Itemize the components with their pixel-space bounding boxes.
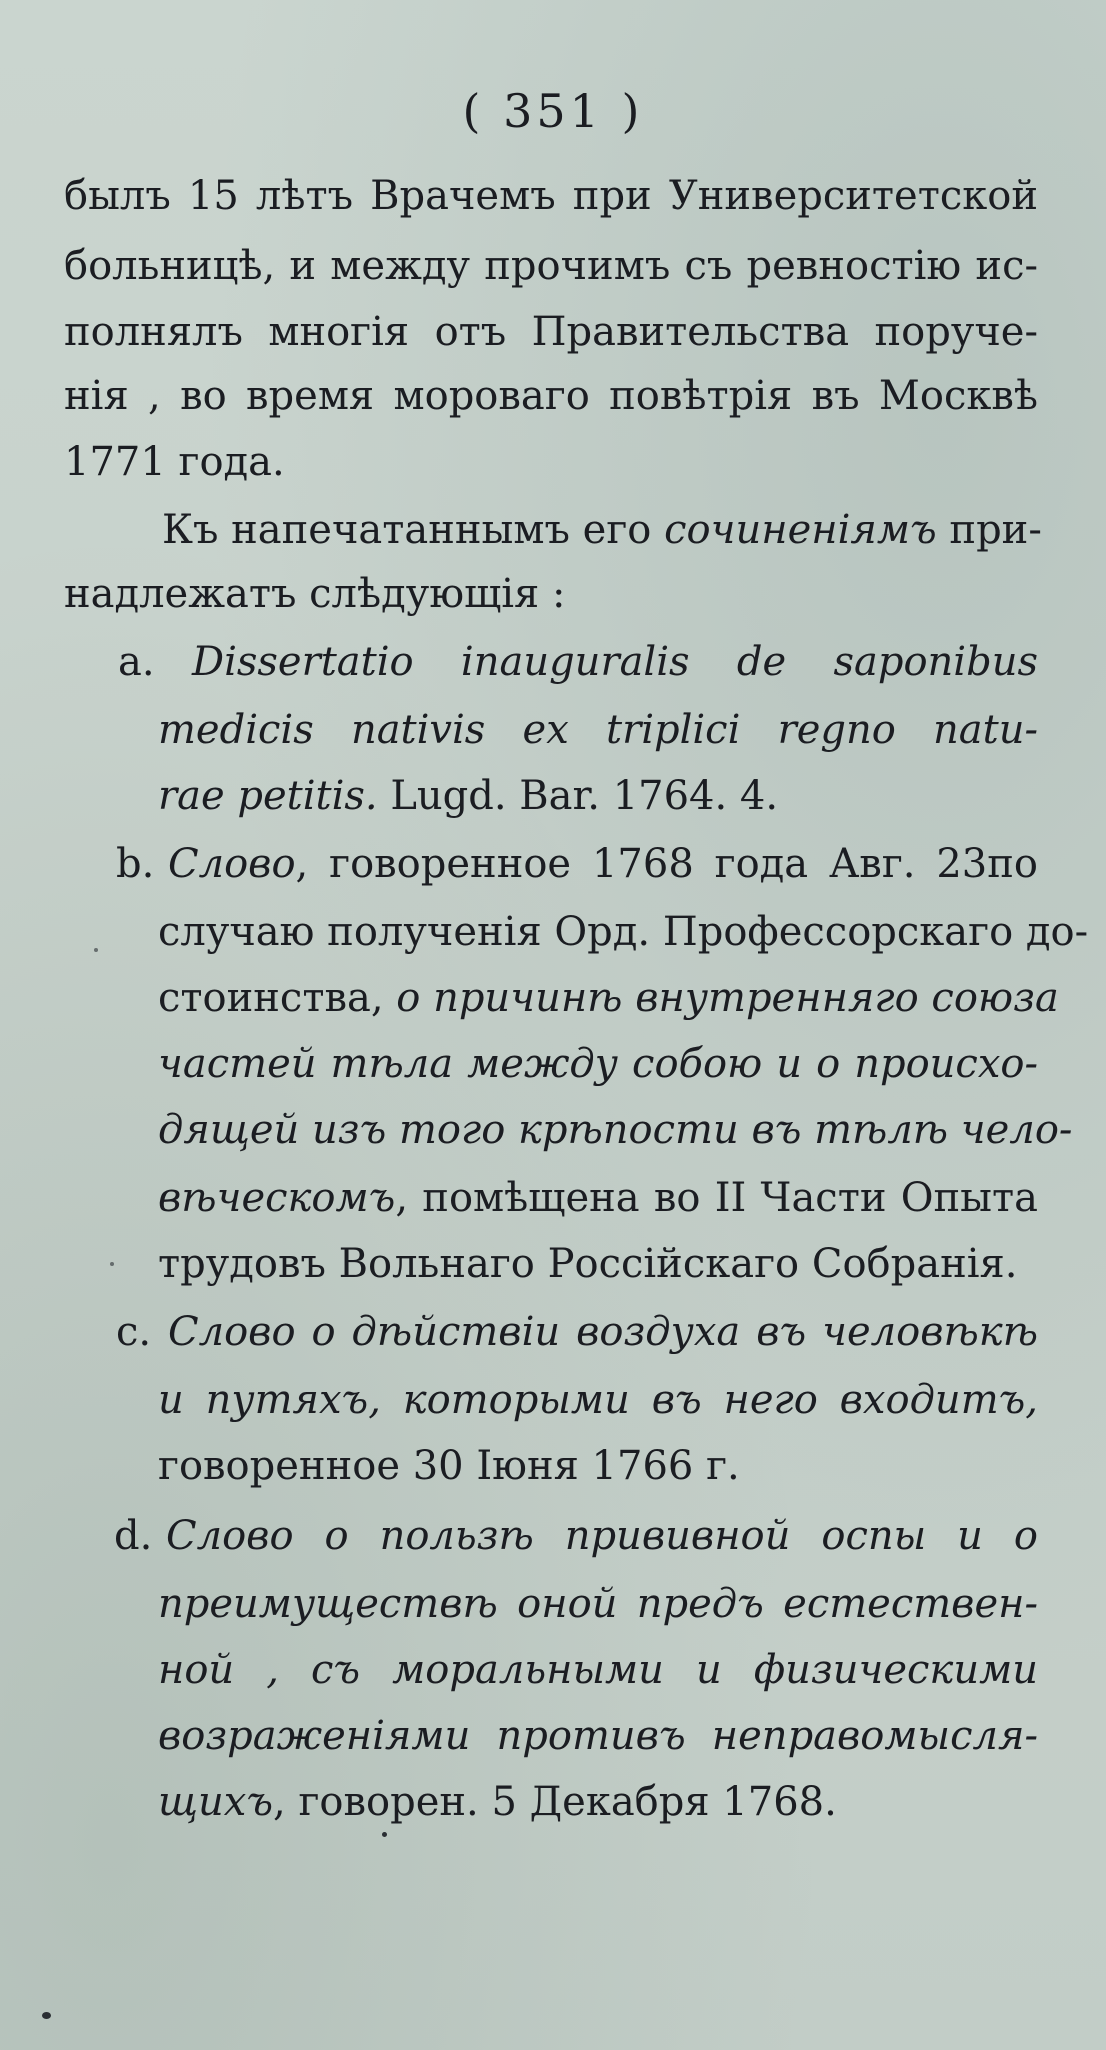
text-span: , говорен. 5 Декабря 1768. — [273, 1779, 837, 1825]
text-span: стоинства, — [158, 975, 397, 1021]
text-line: дящей изъ того крѣпости въ тѣлѣ чело- — [158, 1107, 1073, 1153]
item-label: a. — [118, 639, 155, 685]
italic-span: щихъ — [158, 1779, 274, 1825]
text-line: medicis nativis ex triplici regno natu- — [158, 707, 1038, 753]
text-line — [168, 840, 1038, 888]
text-line — [158, 1174, 1038, 1222]
text-line: былъ 15 лѣтъ Врачемъ при Университетской — [64, 173, 1038, 219]
text-line: нія , во время мороваго повѣтрія въ Москвѣ — [64, 373, 1038, 419]
item-label: b. — [116, 841, 155, 887]
italic-span: rae petitis. — [158, 773, 378, 819]
text-line: случаю полученія Орд. Профессорскаго до- — [158, 909, 1089, 955]
text-line: больницѣ, и между прочимъ съ ревностію ис- — [64, 243, 1038, 289]
text-line: Dissertatio inauguralis de saponibus — [192, 639, 1038, 685]
text-span: Lugd. Bar. 1764. 4. — [377, 773, 779, 819]
text-line: ной , съ моральными и физическими — [158, 1647, 1038, 1693]
text-line: Слово о пользѣ прививной оспы и о — [166, 1513, 1038, 1559]
italic-span: Слово — [168, 841, 296, 887]
ink-speck — [94, 948, 98, 952]
text-line — [158, 1778, 1038, 1826]
ink-speck — [42, 2012, 51, 2019]
item-label: c. — [116, 1309, 152, 1355]
text-line: частей тѣла между собою и о происхо- — [158, 1041, 1038, 1087]
text-line — [162, 506, 1042, 554]
italic-span: вѣческомъ — [158, 1175, 396, 1221]
text-line: говоренное 30 Іюня 1766 г. — [158, 1443, 740, 1489]
italic-span: сочиненіямъ — [664, 507, 937, 553]
ink-speck — [382, 1832, 387, 1837]
text-line: надлежатъ слѣдующія : — [64, 571, 566, 617]
text-line: возраженіями противъ неправомысля- — [158, 1713, 1038, 1759]
text-line: и путяхъ, которыми въ него входитъ, — [158, 1377, 1038, 1423]
text-span: , говоренное 1768 года Авг. 23по — [295, 841, 1038, 887]
item-label: d. — [114, 1513, 153, 1559]
text-line: преимуществѣ оной предъ естествен- — [158, 1581, 1038, 1627]
text-span: , помѣщена во II Части Опыта — [395, 1175, 1038, 1221]
text-line — [158, 772, 1038, 820]
text-line: Слово о дѣйствіи воздуха въ человѣкѣ — [168, 1309, 1038, 1355]
page-number: ( 351 ) — [462, 84, 644, 138]
text-line: полнялъ многія отъ Правительства поруче- — [64, 309, 1038, 355]
italic-span: о причинѣ внутренняго союза — [396, 975, 1059, 1021]
ink-speck — [110, 1262, 114, 1266]
text-span: Къ напечатаннымъ его — [162, 507, 665, 553]
text-line: 1771 года. — [64, 439, 285, 485]
text-line: трудовъ Вольнаго Россійскаго Собранія. — [158, 1241, 1018, 1287]
text-line — [158, 974, 1059, 1022]
text-span: при- — [936, 507, 1042, 553]
